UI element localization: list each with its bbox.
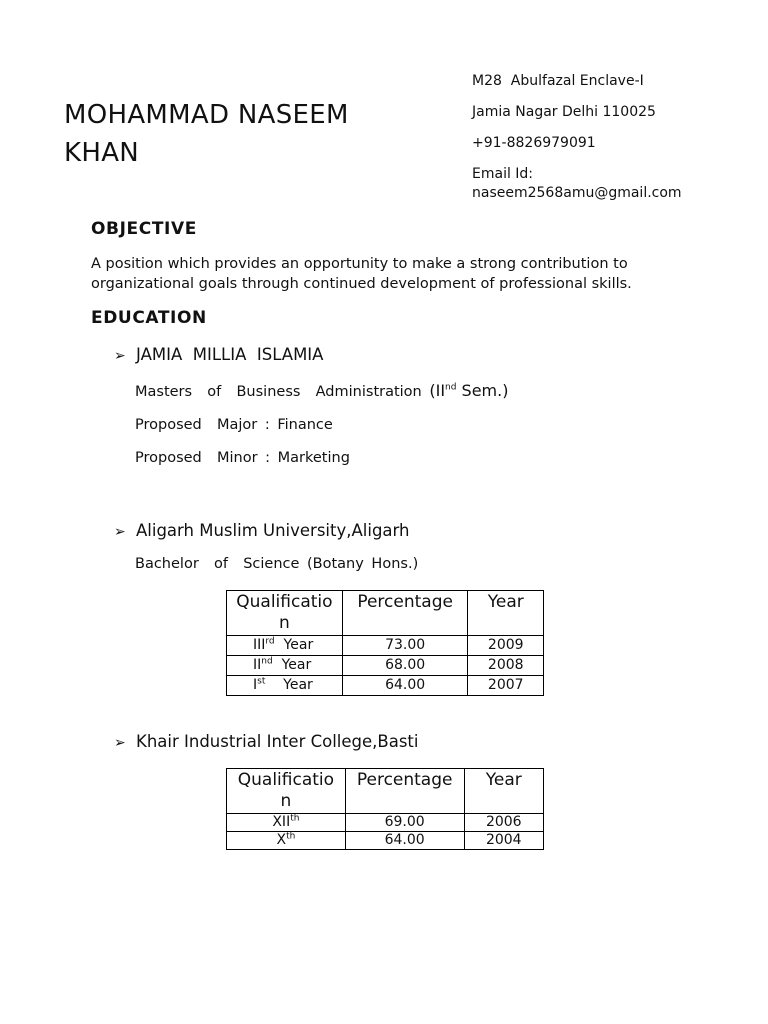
table-row: [227, 636, 544, 656]
column-header-year: Year: [468, 591, 544, 636]
minor-line: Proposed Minor : Marketing: [135, 450, 350, 466]
table-row: [227, 676, 544, 696]
qualification-sup: nd: [261, 656, 273, 667]
objective-heading: OBJECTIVE: [91, 219, 197, 239]
qualification-sup: st: [257, 676, 266, 687]
year-cell: 2006: [464, 814, 543, 832]
percentage-cell: 73.00: [342, 636, 468, 656]
qualification-suffix: Year: [272, 657, 312, 673]
column-header-qualification: Qualificatio n: [227, 591, 343, 636]
qualification-cell: [227, 814, 346, 832]
qualification-main: XII: [272, 814, 291, 830]
email-label: Email Id:: [472, 166, 534, 182]
candidate-name: [64, 96, 404, 172]
objective-text: A position which provides an opportunity to make a strong contribution to organizational goals through continued development of professional skills.: [91, 256, 632, 292]
name-line-1: MOHAMMAD NASEEM: [64, 100, 349, 130]
institution-name: Aligarh Muslim University,Aligarh: [136, 521, 410, 540]
qualification-suffix: Year: [265, 677, 313, 693]
phone-number: +91-8826979091: [472, 135, 596, 151]
year-cell: 2004: [464, 832, 543, 850]
degree-line: Bachelor of Science (Botany Hons.): [135, 556, 419, 572]
education-entry-khair: [114, 732, 419, 751]
qualification-main: I: [253, 677, 258, 693]
qualification-cell: [227, 676, 343, 696]
column-header-qualification: Qualificatio n: [227, 769, 346, 814]
arrow-bullet-icon: ➢: [114, 735, 126, 751]
year-cell: 2009: [468, 636, 544, 656]
semester-note: [429, 381, 508, 400]
education-entry-jamia: [114, 345, 323, 364]
arrow-bullet-icon: ➢: [114, 524, 126, 540]
address-line-1: M28 Abulfazal Enclave-I: [472, 73, 644, 89]
institution-name: JAMIA MILLIA ISLAMIA: [136, 345, 324, 364]
major-line: Proposed Major : Finance: [135, 417, 333, 433]
table-row: [227, 832, 544, 850]
amu-grades-table: [226, 590, 544, 696]
table-row: [227, 814, 544, 832]
arrow-bullet-icon: ➢: [114, 348, 126, 364]
qualification-suffix: Year: [274, 637, 314, 653]
qualification-sup: rd: [265, 636, 275, 647]
qualification-main: X: [276, 832, 287, 848]
semester-sup: nd: [445, 382, 457, 393]
column-header-percentage: Percentage: [345, 769, 464, 814]
degree-name: Masters of Business Administration: [135, 384, 422, 400]
name-line-2: KHAN: [64, 138, 140, 168]
table-header-row: [227, 769, 544, 814]
column-header-percentage: Percentage: [342, 591, 468, 636]
education-entry-amu: [114, 521, 409, 540]
percentage-cell: 64.00: [342, 676, 468, 696]
year-cell: 2007: [468, 676, 544, 696]
percentage-cell: 64.00: [345, 832, 464, 850]
qualification-sup: th: [290, 813, 300, 824]
qualification-cell: [227, 656, 343, 676]
email-address: naseem2568amu@gmail.com: [472, 185, 682, 201]
contact-block: [472, 72, 762, 203]
khair-grades-table: [226, 768, 544, 850]
qualification-main: III: [253, 637, 266, 653]
table-row: [227, 656, 544, 676]
qualification-sup: th: [286, 831, 296, 842]
column-header-year: Year: [464, 769, 543, 814]
education-heading: EDUCATION: [91, 308, 207, 328]
qualification-main: II: [253, 657, 262, 673]
percentage-cell: 69.00: [345, 814, 464, 832]
semester-open: (II: [429, 381, 446, 400]
year-cell: 2008: [468, 656, 544, 676]
address-line-2: Jamia Nagar Delhi 110025: [472, 104, 656, 120]
semester-close: Sem.): [456, 381, 509, 400]
degree-line: [135, 381, 508, 400]
qualification-cell: [227, 636, 343, 656]
institution-name: Khair Industrial Inter College,Basti: [136, 732, 419, 751]
percentage-cell: 68.00: [342, 656, 468, 676]
table-header-row: [227, 591, 544, 636]
qualification-cell: [227, 832, 346, 850]
